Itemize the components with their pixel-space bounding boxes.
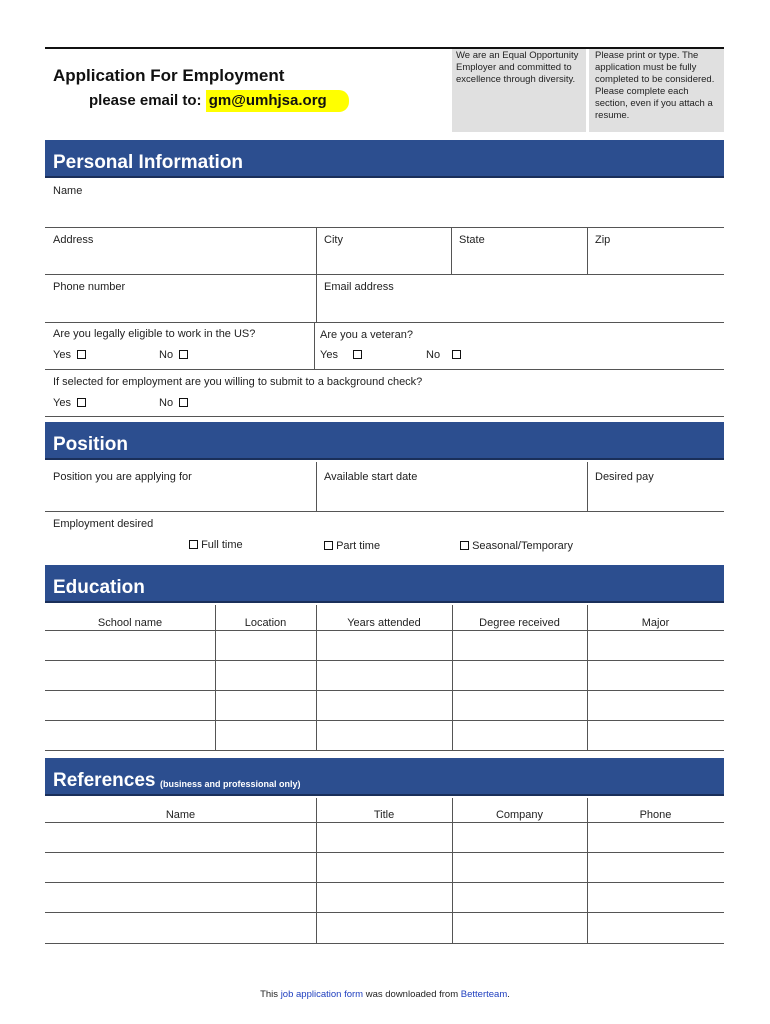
divider <box>314 323 315 369</box>
city-label: City <box>324 234 343 246</box>
divider <box>587 605 588 751</box>
background-no[interactable]: No <box>159 397 188 409</box>
table-row[interactable] <box>45 882 724 883</box>
name-field[interactable] <box>45 180 724 227</box>
table-row[interactable] <box>45 690 724 691</box>
footer-attribution: This job application form was downloaded from Betterteam. <box>260 989 510 1000</box>
veteran-no[interactable]: No <box>426 349 461 361</box>
rule <box>45 274 724 275</box>
section-personal-information: Personal Information <box>45 140 724 178</box>
instructions-notice: Please print or type. The application must be fully completed to be considered. Please complete each section, even if you attach a resume. <box>589 49 724 132</box>
rule <box>45 227 724 228</box>
checkbox-icon[interactable] <box>189 540 198 549</box>
table-row[interactable] <box>45 912 724 913</box>
education-col-location: Location <box>244 617 287 629</box>
divider <box>215 605 216 751</box>
references-col-name: Name <box>165 809 196 821</box>
email-label: please email to: <box>89 92 202 109</box>
email-address-label: Email address <box>324 281 394 293</box>
section-references: References (business and professional only) <box>45 758 724 796</box>
table-row[interactable] <box>45 750 724 751</box>
references-col-company: Company <box>495 809 544 821</box>
rule <box>45 511 724 512</box>
divider <box>587 228 588 274</box>
table-row[interactable] <box>45 852 724 853</box>
table-row[interactable] <box>45 630 724 631</box>
divider <box>587 798 588 944</box>
section-education: Education <box>45 565 724 603</box>
start-date-label: Available start date <box>324 471 418 483</box>
education-col-degree: Degree received <box>479 617 560 629</box>
veteran-question: Are you a veteran? <box>320 329 413 341</box>
education-col-school: School name <box>97 617 163 629</box>
divider <box>316 228 317 274</box>
checkbox-icon[interactable] <box>179 398 188 407</box>
state-label: State <box>459 234 485 246</box>
checkbox-icon[interactable] <box>460 541 469 550</box>
rule <box>45 416 724 417</box>
checkbox-icon[interactable] <box>77 398 86 407</box>
references-col-title: Title <box>373 809 395 821</box>
table-row[interactable] <box>45 822 724 823</box>
references-col-phone: Phone <box>639 809 672 821</box>
eligible-question: Are you legally eligible to work in the US? <box>53 328 256 340</box>
rule <box>45 322 724 323</box>
table-row[interactable] <box>45 660 724 661</box>
education-col-years: Years attended <box>347 617 421 629</box>
checkbox-icon[interactable] <box>353 350 362 359</box>
eligible-no[interactable]: No <box>159 349 188 361</box>
checkbox-icon[interactable] <box>324 541 333 550</box>
email-line <box>89 92 349 109</box>
phone-label: Phone number <box>53 281 126 293</box>
background-question: If selected for employment are you willing to submit to a background check? <box>53 376 423 388</box>
checkbox-icon[interactable] <box>77 350 86 359</box>
divider <box>587 462 588 511</box>
betterteam-link[interactable]: Betterteam <box>460 989 508 1000</box>
divider <box>451 228 452 274</box>
education-col-major: Major <box>641 617 670 629</box>
email-address[interactable]: gm@umhjsa.org <box>206 90 349 112</box>
divider <box>316 605 317 751</box>
full-time-option[interactable]: Full time <box>189 539 243 551</box>
veteran-yes[interactable]: Yes <box>320 349 362 361</box>
checkbox-icon[interactable] <box>452 350 461 359</box>
divider <box>452 798 453 944</box>
background-yes[interactable]: Yes <box>53 397 86 409</box>
table-row[interactable] <box>45 720 724 721</box>
eeo-notice: We are an Equal Opportunity Employer and committed to excellence through diversity. <box>452 49 586 132</box>
divider <box>316 798 317 944</box>
part-time-option[interactable]: Part time <box>324 540 380 552</box>
table-row[interactable] <box>45 943 724 944</box>
name-label: Name <box>53 185 83 197</box>
rule <box>45 369 724 370</box>
employment-desired-label: Employment desired <box>53 518 154 530</box>
divider <box>452 605 453 751</box>
divider <box>316 462 317 511</box>
form-title: Application For Employment <box>53 66 285 85</box>
eligible-yes[interactable]: Yes <box>53 349 86 361</box>
position-applying-label: Position you are applying for <box>53 471 192 483</box>
address-label: Address <box>53 234 94 246</box>
checkbox-icon[interactable] <box>179 350 188 359</box>
desired-pay-label: Desired pay <box>595 471 654 483</box>
section-position: Position <box>45 422 724 460</box>
divider <box>316 275 317 322</box>
job-application-form-link[interactable]: job application form <box>280 989 364 1000</box>
seasonal-option[interactable]: Seasonal/Temporary <box>460 540 573 552</box>
zip-label: Zip <box>595 234 611 246</box>
